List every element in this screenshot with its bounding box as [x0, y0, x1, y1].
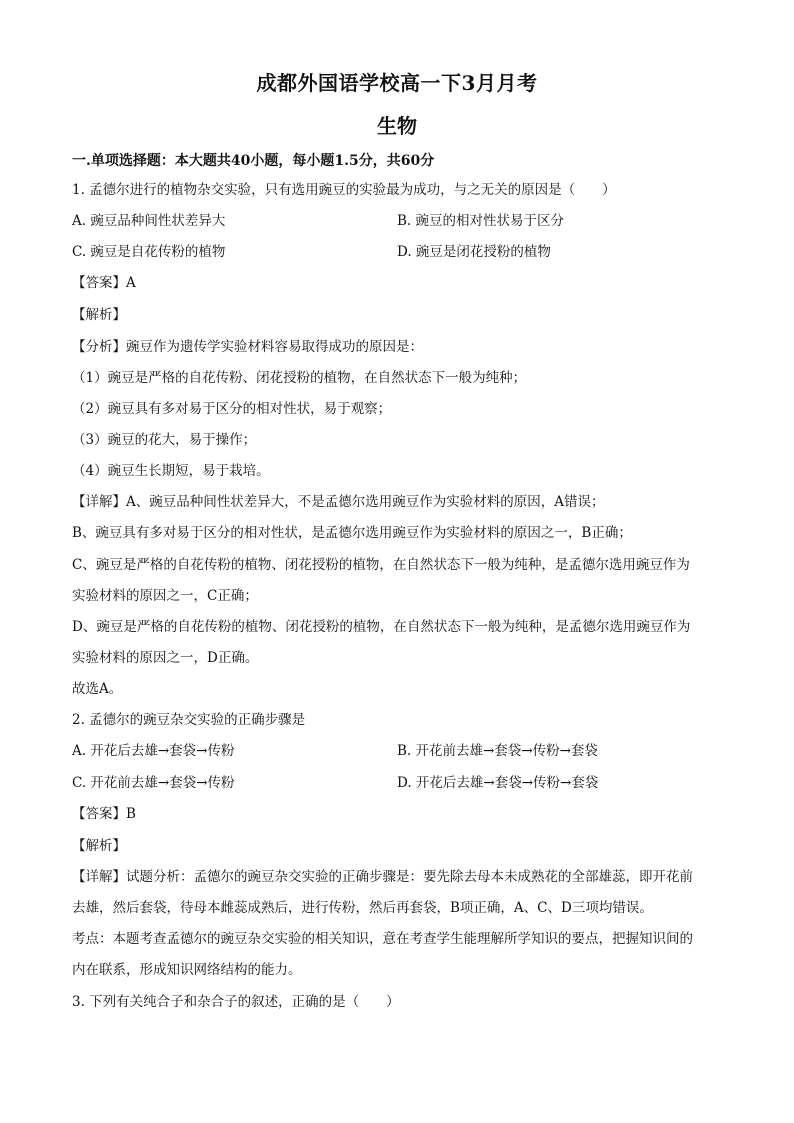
question-1-option-a: A. 豌豆品种间性状差异大: [72, 213, 226, 229]
question-3-stem: 3. 下列有关纯合子和杂合子的叙述，正确的是（ ）: [72, 994, 400, 1010]
question-1-detail-2: B、豌豆具有多对易于区分的相对性状，是孟德尔选用豌豆作为实验材料的原因之一，B正确；: [72, 525, 632, 541]
question-1-analysis: 【分析】豌豆作为遗传学实验材料容易取得成功的原因是：: [72, 339, 423, 355]
question-2-answer: 【答案】B: [72, 806, 136, 822]
question-2-detail-4: 内在联系，形成知识网络结构的能力。: [72, 962, 302, 978]
exam-title: 成都外国语学校高一下3月月考: [256, 71, 538, 95]
question-1-option-d: D. 豌豆是闭花授粉的植物: [397, 244, 551, 260]
question-1-detail-3: C、豌豆是严格的自花传粉的植物、闭花授粉的植物，在自然状态下一般为纯种，是孟德尔选用豌豆作为: [72, 557, 690, 573]
question-1-detail-4: 实验材料的原因之一，C正确；: [72, 588, 258, 604]
question-1-answer: 【答案】A: [72, 275, 136, 291]
question-2-option-a: A. 开花后去雄→套袋→传粉: [72, 743, 235, 759]
question-1-option-b: B. 豌豆的相对性状易于区分: [397, 213, 565, 229]
question-2-option-d: D. 开花后去雄→套袋→传粉→套袋: [397, 775, 599, 791]
question-1-detail-5: D、豌豆是严格的自花传粉的植物、闭花授粉的植物，在自然状态下一般为纯种，是孟德尔选用豌豆作为: [72, 619, 691, 635]
question-1-point-1: （1）豌豆是严格的自花传粉、闭花授粉的植物，在自然状态下一般为纯种；: [72, 370, 527, 386]
question-2-option-b: B. 开花前去雄→套袋→传粉→套袋: [397, 743, 598, 759]
question-1-conclusion: 故选A。: [72, 681, 123, 697]
question-1-stem: 1. 孟德尔进行的植物杂交实验，只有选用豌豆的实验最为成功，与之无关的原因是（ ）: [72, 182, 616, 198]
question-2-detail-1: 【详解】试题分析：孟德尔的豌豆杂交实验的正确步骤是：要先除去母本未成熟花的全部雄蕊，即开花前: [72, 869, 693, 885]
question-1-point-3: （3）豌豆的花大，易于操作；: [72, 432, 257, 448]
question-2-option-c: C. 开花前去雄→套袋→传粉: [72, 775, 235, 791]
question-2-detail-3: 考点：本题考查孟德尔的豌豆杂交实验的相关知识，意在考查学生能理解所学知识的要点，把握知识间的: [72, 931, 693, 947]
question-1-detail-6: 实验材料的原因之一，D正确。: [72, 650, 259, 666]
exam-subject: 生物: [377, 114, 417, 138]
question-1-point-4: （4）豌豆生长期短，易于栽培。: [72, 463, 270, 479]
question-2-detail-2: 去雄，然后套袋，待母本雌蕊成熟后，进行传粉，然后再套袋，B项正确，A、C、D三项均错误。: [72, 900, 653, 916]
question-1-detail-1: 【详解】A、豌豆品种间性状差异大，不是孟德尔选用豌豆作为实验材料的原因，A错误；: [72, 494, 605, 510]
question-1-option-c: C. 豌豆是自花传粉的植物: [72, 244, 226, 260]
question-1-jiexi-label: 【解析】: [72, 307, 126, 323]
question-1-point-2: （2）豌豆具有多对易于区分的相对性状，易于观察；: [72, 401, 392, 417]
section-heading: 一.单项选择题：本大题共40小题，每小题1.5分，共60分: [72, 153, 435, 169]
question-2-stem: 2. 孟德尔的豌豆杂交实验的正确步骤是: [72, 712, 306, 728]
question-2-jiexi-label: 【解析】: [72, 838, 126, 854]
